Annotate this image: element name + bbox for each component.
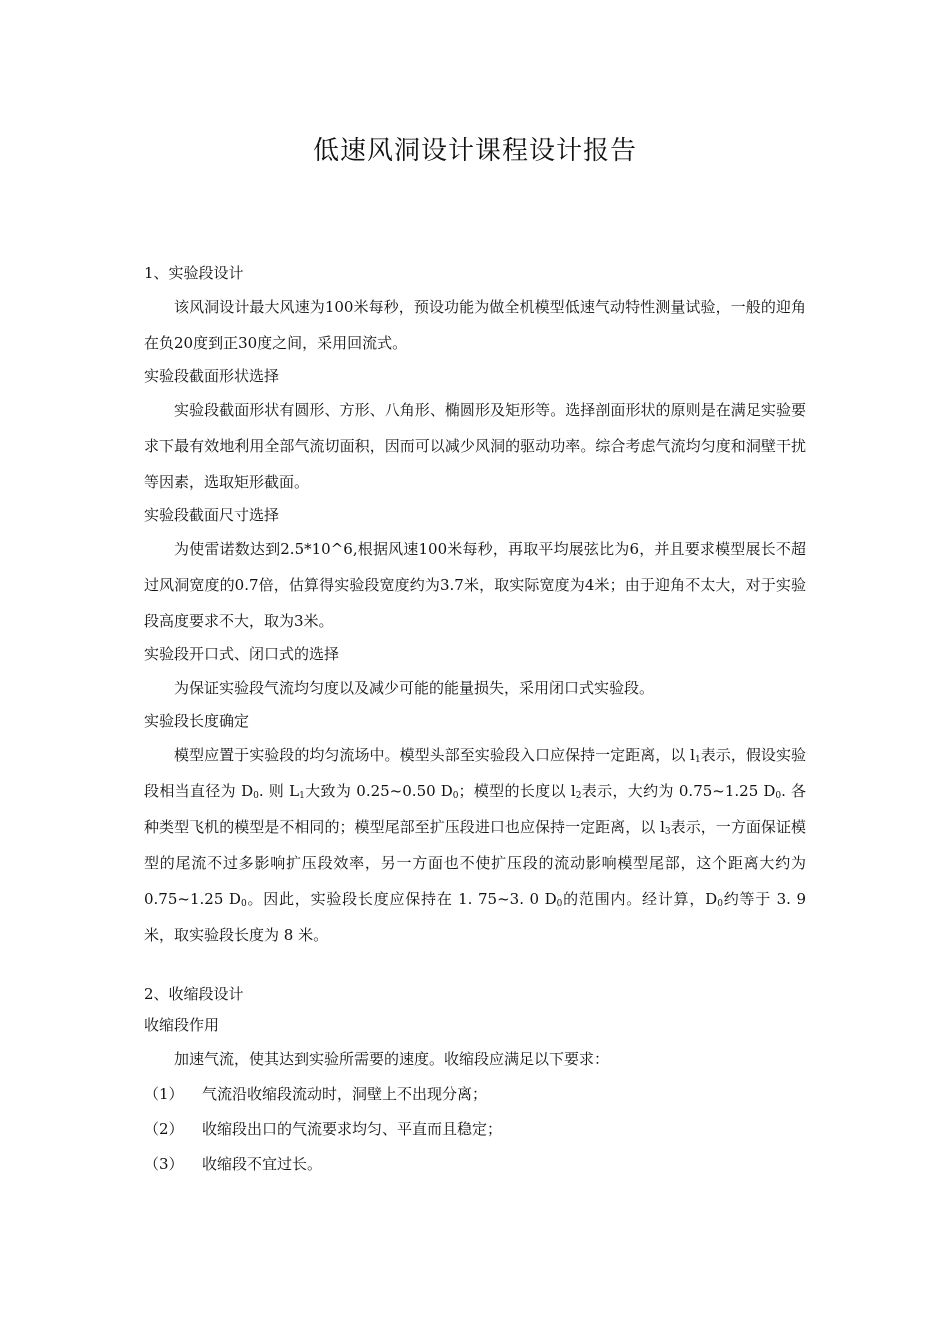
document-body [144, 258, 806, 1182]
list-item-text: 收缩段出口的气流要求均匀、平直而且稳定； [202, 1120, 503, 1138]
length-sub-2: 0 [253, 791, 259, 801]
length-sub-3: 1 [299, 791, 305, 801]
length-text-1: 模型应置于实验段的均匀流场中。模型头部至实验段入口应保持一定距离，以 l [174, 746, 695, 764]
length-sub-6: 0 [775, 791, 782, 801]
length-sub-10: 0 [717, 899, 723, 909]
length-sub-8: 0 [240, 899, 247, 909]
length-heading: 实验段长度确定 [144, 712, 250, 730]
length-text-2: 表示，假设实验段相当直径为 D [144, 746, 806, 800]
length-text-8: 表示，一方面保证模型的尾流不过多影响扩压段效率，另一方面也不使扩压段的流动影响模型尾部，这个距离大约为0.75~1.25 D [144, 818, 806, 908]
length-text-9: 。因此，实验段长度应保持在 1. 75~3. 0 D [246, 890, 557, 908]
open-closed-paragraph: 为保证实验段气流均匀度以及减少可能的能量损失，采用闭口式实验段。 [174, 679, 655, 697]
shape-heading: 实验段截面形状选择 [144, 367, 280, 385]
length-sub-9: 0 [556, 899, 563, 909]
size-heading: 实验段截面尺寸选择 [144, 506, 280, 524]
list-item-number: （1） [144, 1085, 184, 1103]
length-text-10: 的范围内。经计算，D [562, 890, 718, 908]
length-text-3: . 则 L [258, 782, 300, 800]
length-sub-1: 1 [694, 755, 701, 765]
list-item-number: （2） [144, 1120, 184, 1138]
list-item-number: （3） [144, 1155, 184, 1173]
length-text-5: ；模型的长度以 l [458, 782, 576, 800]
section-gap [144, 953, 806, 979]
list-item-text: 气流沿收缩段流动时，洞壁上不出现分离； [202, 1085, 488, 1103]
section-2-heading: 2、收缩段设计 [144, 985, 244, 1003]
section-1-heading: 1、实验段设计 [144, 264, 244, 282]
length-text-11: 约等于 3. 9 米，取实验段长度为 8 米。 [144, 890, 807, 944]
length-paragraph [144, 737, 806, 953]
length-sub-7: 3 [664, 827, 671, 837]
open-closed-heading: 实验段开口式、闭口式的选择 [144, 645, 340, 663]
shape-paragraph: 实验段截面形状有圆形、方形、八角形、椭圆形及矩形等。选择剖面形状的原则是在满足实验要求下最有效地利用全部气流切面积，因而可以减少风洞的驱动功率。综合考虑气流均匀度和洞壁干扰等因素，选取矩形截面。 [144, 401, 806, 491]
length-text-7: . 各种类型飞机的模型是不相同的；模型尾部至扩压段进口也应保持一定距离，以 l [144, 782, 806, 836]
list-item [144, 1077, 806, 1112]
list-item-text: 收缩段不宜过长。 [202, 1155, 323, 1173]
length-sub-5: 2 [575, 791, 582, 801]
size-paragraph: 为使雷诺数达到2.5*10^6,根据风速100米每秒，再取平均展弦比为6，并且要求模型展长不超过风洞宽度的0.7倍，估算得实验段宽度约为3.7米，取实际宽度为4米；由于迎角不太大，对于实验段高度要求不大，取为3米。 [144, 540, 806, 630]
section-1-intro: 该风洞设计最大风速为100米每秒，预设功能为做全机模型低速气动特性测量试验，一般的迎角在负20度到正30度之间，采用回流式。 [144, 298, 806, 352]
document-title: 低速风洞设计课程设计报告 [312, 136, 637, 166]
length-text-6: 表示，大约为 0.75~1.25 D [581, 782, 776, 800]
length-text-4: 大致为 0.25~0.50 D [304, 782, 453, 800]
list-item [144, 1112, 806, 1147]
role-heading: 收缩段作用 [144, 1016, 220, 1034]
role-paragraph: 加速气流，使其达到实验所需要的速度。收缩段应满足以下要求： [174, 1050, 610, 1068]
length-sub-4: 0 [452, 791, 459, 801]
list-item [144, 1147, 806, 1182]
